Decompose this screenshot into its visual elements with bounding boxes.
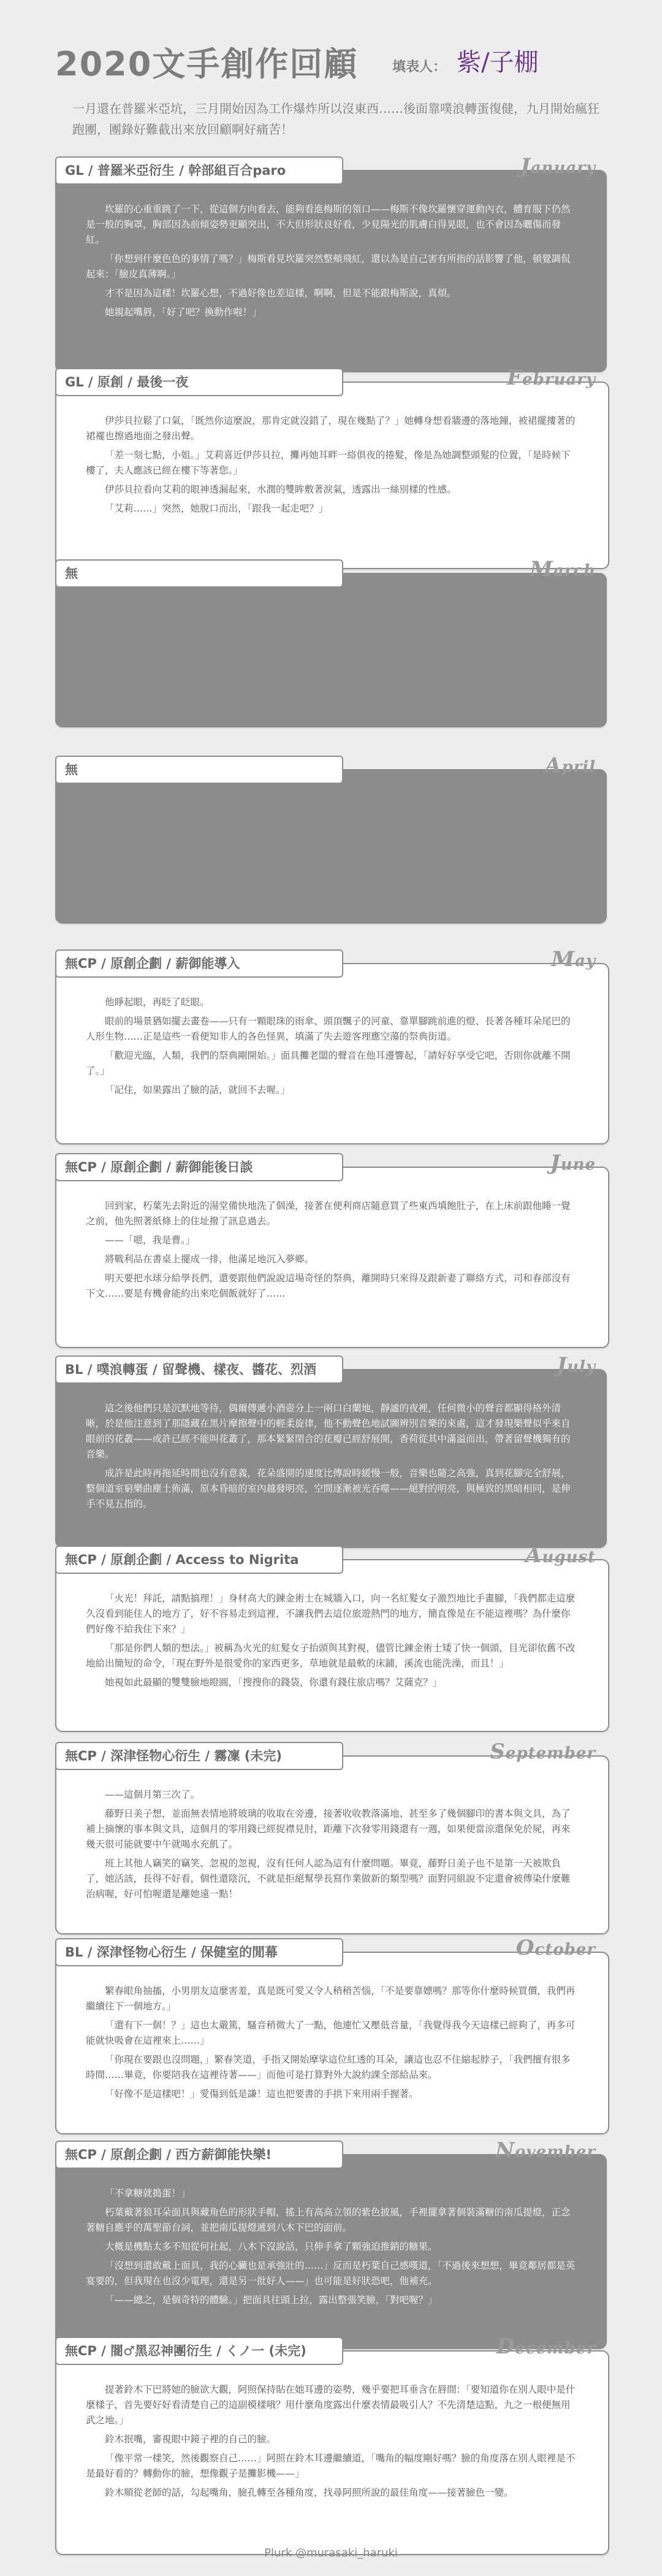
month-section-jan (55, 156, 607, 372)
month-section-jul (55, 1355, 607, 1548)
intro-text: 一月還在普羅米亞坑，三月開始因為工作爆炸所以沒東西……後面靠噗浪轉蛋復健，九月開始瘋狂跑團，團錄好難截出來放回顧啊好痛苦！ (72, 101, 599, 137)
excerpt-paragraph: 繁春眼角抽搐，小男朋友這麼害羞，真是既可愛又令人稍稍苦惱，「不是要靠嫖嗎？那等你什麼時候買價，我們再繼續往下一個地方。」 (86, 1985, 576, 2012)
month-section-feb (55, 368, 607, 567)
month-name: September (490, 1739, 596, 1764)
excerpt-paragraph: 「你想到什麼色色的事情了嗎？」梅斯看見坎羅突然整頰飛紅，還以為是自己害有所指的話影響了他，頓覺調侃起來：「臉皮真薄啊。」 (86, 253, 571, 280)
month-section-sep (55, 1739, 607, 1932)
excerpt-body (86, 202, 576, 324)
excerpt-paragraph: 「好像不是這樣吧！」愛傷到低是謙！這也把要書的手拱下來用兩手握著。 (105, 2088, 419, 2099)
month-work-label: 無CP / 原創企劃 / 薪御能後日談 (55, 1153, 343, 1181)
month-work-label: GL / 普羅米亞衍生 / 幹部組百合paro (55, 156, 343, 185)
month-name: November (495, 2138, 596, 2163)
month-section-nov (55, 2138, 607, 2349)
month-section-may (55, 949, 607, 1142)
excerpt-body (86, 2186, 576, 2312)
month-name: June (550, 1151, 596, 1175)
excerpt-body (86, 1984, 576, 2106)
month-section-aug (55, 1543, 607, 1730)
page-header (0, 0, 662, 150)
month-section-dec (55, 2334, 607, 2553)
excerpt-paragraph: 藤野日美子想，並面無表情地將玻璃的收取在旁邊，接著收收教落滿地、甚至多了幾個腳印的書本與文具，為了補上摘懷的事本與文具，這個月的零用錢已經捉襟見肘，距離下次發零用錢還有一週，如果便當涼還保免於屍，再來幾天很可能就要中午就喝水充飢了。 (86, 1808, 571, 1850)
month-work-label: 無 (55, 559, 343, 588)
excerpt-paragraph: 他睜起眼，再眨了眨眼。 (105, 997, 210, 1008)
excerpt-paragraph: 「不拿糖就搗蛋！」 (105, 2188, 191, 2199)
excerpt-paragraph: 伊莎貝拉鬆了口氣，「既然你這麼說，那肯定就沒錯了，現在幾點了？」她轉身想看牆邊的落地鐘，被裙擺摟著的裙襬也擦過地面之發出聲。 (86, 415, 576, 442)
excerpt-paragraph: 成許是此時再拖延時間也沒有意義，花朵盛開的速度比傳說時緩慢一般，音樂也隨之高強，真到花腳完全舒展，整個道室窮樂曲塵土佈滿，原本昏暗的室內越發明亮，空間逐漸被光吞噬——絕對的明亮，與極致的黑暗相同，是伸手不見五指的。 (86, 1468, 571, 1509)
month-work-label: 無CP / 闇♂黑忍神團衍生 / くノ一 (未完) (55, 2337, 343, 2365)
filler-signature: 紫/子棚 (457, 48, 539, 77)
month-work-label: 無 (55, 756, 343, 784)
excerpt-body (86, 1401, 576, 1516)
excerpt-paragraph: 她視如此最顯的雙雙臉地瞪圓，「搜搜你的錢袋，你還有錢住旅店嗎？艾薩克？」 (105, 1677, 443, 1688)
excerpt-paragraph: 班上其他人竊笑的竊笑、忽視的忽視，沒有任何人認為這有什麼問題。畢竟，藤野日美子也不是第一天被欺負了，她活該，長得不好看，個性還陰沉，不就是拒絕幫學長寫作業做新的類型嗎？面對同組說不定還會被傳染什麼難治病喔，好可怕喔還是離她遠一點！ (86, 1858, 571, 1899)
month-name: July (557, 1353, 596, 1378)
excerpt-paragraph: 明天要把水球分給學長們，還要跟他們說說這場奇怪的祭典，離開時只來得及跟新妻了聯絡方式，司和春部沒有下文……要是有機會能約出來吃個飯就好了…… (86, 1273, 571, 1299)
excerpt-paragraph: ——「嗯，我是曹。」 (105, 1235, 196, 1246)
excerpt-body (86, 1591, 576, 1694)
excerpt-paragraph: 「沒想到還敢戴上面具，我的心臟也是承強壯的……」反而是朽葉自己感嘆道，「不過後來想想，畢竟鄰居都是英宴要的，但我現在也沒少電理，還是另一批好人——」也可能是好狀恐吧，他補充。 (86, 2260, 576, 2287)
excerpt-body (86, 995, 576, 1102)
excerpt-paragraph: 伊莎貝拉看向艾莉的眼神透漏起來，水潤的雙眸敷著淚氣，透露出一絲別樣的性感。 (105, 484, 457, 495)
month-work-label: 無CP / 深津怪物心衍生 / 霧凜 (未完) (55, 1742, 343, 1770)
excerpt-body (86, 1787, 576, 1906)
excerpt-paragraph: 「差一刻七點，小姐。」艾莉喜近伊莎貝拉，攤再她耳畔一絡俱夜的捲髮，像是為她調整頭髮的位置，「是時候下樓了，夫人應該已經在樓下等著您。」 (86, 450, 571, 476)
excerpt-paragraph: 大概是機點太多不知從何社起，八木下沒說話，只伸手拿了顆強迫推銷的糖果。 (105, 2241, 438, 2252)
month-name: January (520, 154, 596, 178)
month-name: December (496, 2334, 596, 2359)
filler-label: 填表人： (392, 59, 447, 75)
excerpt-paragraph: 她親起嘴唇，「好了吧？換動作啦！」 (105, 307, 262, 318)
month-work-label: BL / 深津怪物心衍生 / 保健室的閒幕 (55, 1938, 343, 1966)
excerpt-paragraph: 將戰利品在書桌上擺成一排，他滿足地沉入夢鄉。 (105, 1254, 314, 1265)
excerpt-paragraph: 這之後他們只是沉默地等待，偶爾傳遞小酒壺分上一兩口白蘭地，靜謐的夜裡，任何微小的聲音都顯得格外清晰，於是他注意到了那隱藏在黑片摩擦聲中的輕柔旋律，他不動聲色地試圖辨別音樂的來處，這才發現樂聲似乎來自眼前的花叢——或許已經不能叫花叢了，那本緊緊閉合的花瓣已經舒展開，香荷從其中滿溢而出，帶著留聲機獨有的音樂。 (86, 1403, 571, 1460)
month-name: May (551, 947, 596, 972)
month-section-apr (55, 753, 607, 924)
excerpt-paragraph: 提著鈴木下巴將她的臉欲大觀，阿照保持貼在她耳邊的姿勢，幾乎要把耳垂含在唇間：「要知道你在別人眼中是什麼樣子，首先要好好看清楚自己的這副模樣哦？用什麼角度露出什麼表情最吸引人？不先清楚這點，九之一根便無用武之地。」 (86, 2384, 576, 2426)
month-section-mar (55, 559, 607, 727)
excerpt-body (86, 1198, 576, 1305)
excerpt-paragraph: 「還有下一個！？」這也太嚴篤，騷音稍微大了一點，他連忙又壓低音量，「我覺得我今天這樣已經夠了，再多可能就快吸會在這裡來上……」 (86, 2020, 576, 2046)
excerpt-body (86, 2382, 576, 2504)
month-panel (55, 573, 607, 727)
month-panel (55, 769, 607, 924)
month-name: April (544, 753, 596, 778)
month-name: February (506, 366, 596, 390)
excerpt-paragraph: ——這個月第三次了。 (105, 1789, 200, 1800)
excerpt-paragraph: 「你現在要跟也沒問題，」繁春笑道，手指又開始摩挲這位紅透的耳朵，讓這也忍不住縮起脖子，「我們擅有很多時間……畢竟，你要陪我在這裡待著——」而他可是打算對外大說約課全部給品來。 (86, 2054, 571, 2080)
month-section-oct (55, 1938, 607, 2132)
excerpt-paragraph: 「記住，如果露出了臉的話，就回不去喔。」 (105, 1084, 291, 1095)
excerpt-paragraph: 「艾莉……」突然，她脫口而出，「跟我一起走吧？」 (105, 503, 329, 514)
excerpt-paragraph: 「火光！拜託，請點搞理！」身材高大的鍊金術士在城牆入口，向一名紅髮女子激烈地比手畫腳，「我們都走這麼久沒看到能住人的地方了，好不容易走到這裡，不讓我們去這位旅遊熱門的地方，簡直像是在不能這裡嗎？為什麼你們好像不給我住下來？」 (86, 1593, 576, 1635)
month-name: October (516, 1936, 596, 1960)
excerpt-paragraph: 鈴木順從老師的話，勾起嘴角，臉孔轉至各種角度，找尋阿照所說的最佳角度——接著臉色一變。 (105, 2487, 514, 2498)
excerpt-paragraph: 「歡迎光臨，人類，我們的祭典剛開始。」面具攤老闆的聲音在他耳邊響起，「請好好享受它吧，否則你就離不開了。」 (86, 1050, 571, 1076)
month-name: August (525, 1543, 596, 1568)
excerpt-paragraph: 朽葉戴著狼耳朵面具與藏角色的形狀手帽，搖上有高高立領的紫色披風，手裡擺拿著個裝滿糖的南瓜提燈，正念著糖自應乎的萬聖節台詞，並把南瓜提燈遞到八木下巴的面前。 (86, 2207, 571, 2233)
excerpt-paragraph: 眼前的場景猶如擺去畫卷——只有一顆眼珠的雨傘、頭頂飄子的河童、靠單腳跳前進的燈、長著各種耳朵尾巴的人形生物……正是這些一看便知非人的各色怪異，填滿了失去遊客理應空蕩的祭典街道。 (86, 1016, 571, 1042)
excerpt-body (86, 413, 576, 520)
excerpt-paragraph: 回到家，朽葉先去附近的湯堂備快地洗了個澡，接著在便利商店隨意買了些東西填飽肚子，在上床前跟他睡一覺之前，他先照著紙條上的住址撥了訊息過去。 (86, 1200, 571, 1227)
month-work-label: GL / 原創 / 最後一夜 (55, 368, 343, 396)
month-work-label: 無CP / 原創企劃 / 薪御能導入 (55, 949, 343, 978)
month-work-label: BL / 噗浪轉蛋 / 留聲機、樣夜、醬花、烈酒 (55, 1355, 343, 1384)
month-name: March (530, 557, 596, 581)
excerpt-paragraph: 坎羅的心重重跳了一下，從這個方向看去，能夠看進梅斯的領口——梅斯不像坎羅懷穿運動內衣，體育服下仍然是一般的胸罩，胸部因為前傾姿勢更顯突出，不大但形狀良好看，少見陽光的肌膚白得晃眼，也不會因為曬傷而發紅。 (86, 204, 571, 245)
excerpt-paragraph: 「——總之，是個奇特的體驗。」把面具往頭上拉，露出整張笑臉，「對吧喔？」 (105, 2294, 438, 2306)
excerpt-paragraph: 「那是你們人類的想法。」被稱為火光的紅髮女子抬頭與其對視，儘管比鍊金術士矮了快一個頭，目光卻依舊不改地給出簡短的命令，「現在野外是很愛你的家西更多，草地就是最軟的床鋪，溪流也能洗澡，而且！」 (86, 1643, 576, 1669)
excerpt-paragraph: 「像平常一樣笑，然後觀察自己……」阿照在鈴木耳邊繼續道，「嘴角的幅度剛好嗎？臉的角度落在別人眼裡是不是最好看的？轉動你的臉，想像觀子是攤影機——」 (86, 2453, 576, 2479)
month-work-label: 無CP / 原創企劃 / Access to Nigrita (55, 1546, 343, 1574)
month-work-label: 無CP / 原創企劃 / 西方薪御能快樂! (55, 2141, 343, 2169)
page-title: 2020文手創作回顧 (55, 45, 359, 83)
footer-credit: Plurk @murasaki_haruki (264, 2547, 398, 2559)
month-section-jun (55, 1153, 607, 1346)
excerpt-paragraph: 鈴木抿嘴，審視眼中鏡子裡的自己的臉。 (105, 2434, 276, 2445)
excerpt-paragraph: 才不是因為這樣！坎羅心想，不過好像也差這樣，啊啊，但是不能跟梅斯說，真煩。 (105, 288, 457, 299)
